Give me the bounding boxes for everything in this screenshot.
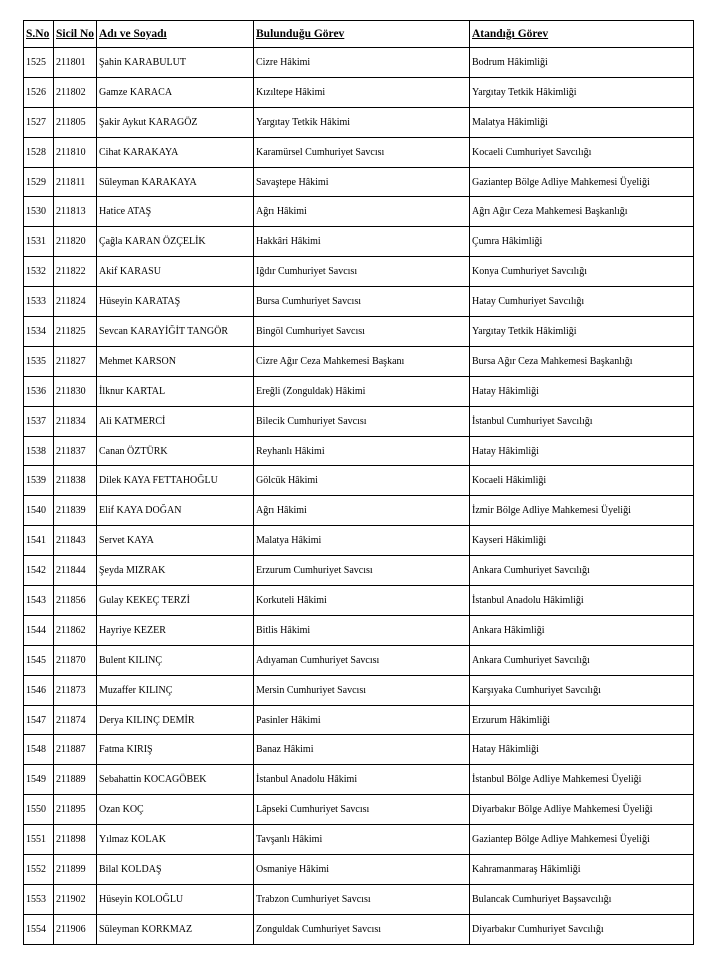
cell-sno: 1549 [24,765,54,795]
cell-name: Akif KARASU [97,257,254,287]
cell-sno: 1525 [24,48,54,78]
cell-name: Hatice ATAŞ [97,197,254,227]
table-row [24,735,694,765]
cell-sno: 1529 [24,167,54,197]
cell-sno: 1551 [24,825,54,855]
cell-sno: 1536 [24,376,54,406]
table-row [24,586,694,616]
table-row [24,376,694,406]
cell-sno: 1534 [24,317,54,347]
cell-assigned-post: Hatay Hâkimliği [470,735,694,765]
table-row [24,496,694,526]
cell-name: Fatma KIRIŞ [97,735,254,765]
header-name: Adı ve Soyadı [97,21,254,48]
cell-name: Yılmaz KOLAK [97,825,254,855]
cell-sno: 1528 [24,137,54,167]
header-assigned-post: Atandığı Görev [470,21,694,48]
cell-current-post: Cizre Ağır Ceza Mahkemesi Başkanı [254,346,470,376]
cell-name: Sevcan KARAYİĞİT TANGÖR [97,317,254,347]
cell-name: Gulay KEKEÇ TERZİ [97,586,254,616]
cell-sno: 1532 [24,257,54,287]
cell-assigned-post: Ağrı Ağır Ceza Mahkemesi Başkanlığı [470,197,694,227]
cell-assigned-post: İstanbul Anadolu Hâkimliği [470,586,694,616]
cell-current-post: Erzurum Cumhuriyet Savcısı [254,556,470,586]
cell-name: Muzaffer KILINÇ [97,675,254,705]
cell-assigned-post: İstanbul Bölge Adliye Mahkemesi Üyeliği [470,765,694,795]
cell-sicil-no: 211874 [54,705,97,735]
table-row [24,197,694,227]
table-row [24,855,694,885]
cell-current-post: Hakkâri Hâkimi [254,227,470,257]
cell-sno: 1537 [24,406,54,436]
cell-sno: 1545 [24,645,54,675]
cell-assigned-post: Ankara Cumhuriyet Savcılığı [470,645,694,675]
cell-sno: 1547 [24,705,54,735]
cell-name: Canan ÖZTÜRK [97,436,254,466]
table-row [24,257,694,287]
cell-current-post: Savaştepe Hâkimi [254,167,470,197]
cell-current-post: Banaz Hâkimi [254,735,470,765]
cell-sicil-no: 211862 [54,615,97,645]
cell-sicil-no: 211887 [54,735,97,765]
cell-current-post: Bursa Cumhuriyet Savcısı [254,287,470,317]
header-sno: S.No [24,21,54,48]
cell-current-post: Cizre Hâkimi [254,48,470,78]
cell-sicil-no: 211802 [54,77,97,107]
table-row [24,436,694,466]
cell-name: Şakir Aykut KARAGÖZ [97,107,254,137]
cell-current-post: Adıyaman Cumhuriyet Savcısı [254,645,470,675]
table-row [24,914,694,944]
table-row [24,137,694,167]
cell-assigned-post: Karşıyaka Cumhuriyet Savcılığı [470,675,694,705]
cell-name: Cihat KARAKAYA [97,137,254,167]
cell-sno: 1548 [24,735,54,765]
cell-sicil-no: 211843 [54,526,97,556]
cell-assigned-post: Konya Cumhuriyet Savcılığı [470,257,694,287]
cell-sicil-no: 211844 [54,556,97,586]
cell-sicil-no: 211834 [54,406,97,436]
cell-name: Hüseyin KOLOĞLU [97,884,254,914]
table-row [24,346,694,376]
cell-sicil-no: 211801 [54,48,97,78]
cell-name: Dilek KAYA FETTAHOĞLU [97,466,254,496]
cell-current-post: Mersin Cumhuriyet Savcısı [254,675,470,705]
cell-current-post: Korkuteli Hâkimi [254,586,470,616]
cell-assigned-post: Gaziantep Bölge Adliye Mahkemesi Üyeliği [470,167,694,197]
cell-assigned-post: Hatay Hâkimliği [470,376,694,406]
cell-sno: 1543 [24,586,54,616]
cell-sno: 1540 [24,496,54,526]
cell-sno: 1535 [24,346,54,376]
cell-assigned-post: Kocaeli Cumhuriyet Savcılığı [470,137,694,167]
table-row [24,526,694,556]
cell-sicil-no: 211889 [54,765,97,795]
cell-sno: 1538 [24,436,54,466]
cell-current-post: Ağrı Hâkimi [254,197,470,227]
cell-name: Ozan KOÇ [97,795,254,825]
cell-assigned-post: İzmir Bölge Adliye Mahkemesi Üyeliği [470,496,694,526]
cell-sicil-no: 211822 [54,257,97,287]
cell-sno: 1533 [24,287,54,317]
cell-current-post: İstanbul Anadolu Hâkimi [254,765,470,795]
cell-name: Şahin KARABULUT [97,48,254,78]
cell-sicil-no: 211824 [54,287,97,317]
cell-current-post: Ereğli (Zonguldak) Hâkimi [254,376,470,406]
table-row [24,107,694,137]
cell-name: Ali KATMERCİ [97,406,254,436]
cell-current-post: Osmaniye Hâkimi [254,855,470,885]
cell-sno: 1530 [24,197,54,227]
cell-assigned-post: Hatay Hâkimliği [470,436,694,466]
cell-sicil-no: 211805 [54,107,97,137]
table-row [24,167,694,197]
cell-assigned-post: Erzurum Hâkimliği [470,705,694,735]
cell-assigned-post: Yargıtay Tetkik Hâkimliği [470,77,694,107]
cell-current-post: Bilecik Cumhuriyet Savcısı [254,406,470,436]
cell-sicil-no: 211839 [54,496,97,526]
cell-current-post: Kızıltepe Hâkimi [254,77,470,107]
cell-assigned-post: Kayseri Hâkimliği [470,526,694,556]
cell-sicil-no: 211825 [54,317,97,347]
cell-assigned-post: Malatya Hâkimliği [470,107,694,137]
cell-sicil-no: 211810 [54,137,97,167]
table-row [24,615,694,645]
cell-sicil-no: 211830 [54,376,97,406]
cell-current-post: Pasinler Hâkimi [254,705,470,735]
cell-name: Şeyda MIZRAK [97,556,254,586]
cell-current-post: Yargıtay Tetkik Hâkimi [254,107,470,137]
cell-assigned-post: Kahramanmaraş Hâkimliği [470,855,694,885]
header-sicil-no: Sicil No [54,21,97,48]
cell-assigned-post: Bursa Ağır Ceza Mahkemesi Başkanlığı [470,346,694,376]
cell-sno: 1544 [24,615,54,645]
cell-assigned-post: Ankara Cumhuriyet Savcılığı [470,556,694,586]
cell-name: Gamze KARACA [97,77,254,107]
cell-assigned-post: Gaziantep Bölge Adliye Mahkemesi Üyeliği [470,825,694,855]
cell-assigned-post: Diyarbakır Cumhuriyet Savcılığı [470,914,694,944]
cell-sno: 1552 [24,855,54,885]
header-current-post: Bulunduğu Görev [254,21,470,48]
cell-sno: 1526 [24,77,54,107]
table-row [24,765,694,795]
cell-current-post: Trabzon Cumhuriyet Savcısı [254,884,470,914]
cell-sicil-no: 211837 [54,436,97,466]
table-row [24,705,694,735]
cell-sicil-no: 211899 [54,855,97,885]
cell-current-post: Karamürsel Cumhuriyet Savcısı [254,137,470,167]
cell-assigned-post: Kocaeli Hâkimliği [470,466,694,496]
cell-sno: 1541 [24,526,54,556]
cell-sno: 1553 [24,884,54,914]
cell-sno: 1527 [24,107,54,137]
cell-sicil-no: 211827 [54,346,97,376]
cell-sno: 1531 [24,227,54,257]
cell-assigned-post: Bodrum Hâkimliği [470,48,694,78]
cell-current-post: Ağrı Hâkimi [254,496,470,526]
cell-sno: 1550 [24,795,54,825]
cell-name: Çağla KARAN ÖZÇELİK [97,227,254,257]
cell-sicil-no: 211820 [54,227,97,257]
cell-sicil-no: 211813 [54,197,97,227]
cell-sno: 1546 [24,675,54,705]
cell-sicil-no: 211838 [54,466,97,496]
cell-name: Mehmet KARSON [97,346,254,376]
table-header-row [24,21,694,48]
cell-current-post: Iğdır Cumhuriyet Savcısı [254,257,470,287]
cell-assigned-post: Hatay Cumhuriyet Savcılığı [470,287,694,317]
cell-assigned-post: Yargıtay Tetkik Hâkimliği [470,317,694,347]
cell-sno: 1542 [24,556,54,586]
table-row [24,675,694,705]
cell-assigned-post: Bulancak Cumhuriyet Başsavcılığı [470,884,694,914]
table-row [24,556,694,586]
table-row [24,77,694,107]
table-row [24,287,694,317]
cell-sicil-no: 211873 [54,675,97,705]
table-row [24,645,694,675]
cell-current-post: Lâpseki Cumhuriyet Savcısı [254,795,470,825]
cell-name: Bulent KILINÇ [97,645,254,675]
cell-name: Hüseyin KARATAŞ [97,287,254,317]
cell-sicil-no: 211895 [54,795,97,825]
cell-sno: 1554 [24,914,54,944]
table-row [24,317,694,347]
cell-name: Elif KAYA DOĞAN [97,496,254,526]
cell-sicil-no: 211856 [54,586,97,616]
cell-name: Süleyman KARAKAYA [97,167,254,197]
table-row [24,227,694,257]
cell-name: Bilal KOLDAŞ [97,855,254,885]
table-row [24,406,694,436]
cell-current-post: Tavşanlı Hâkimi [254,825,470,855]
cell-current-post: Bitlis Hâkimi [254,615,470,645]
cell-name: Sebahattin KOCAGÖBEK [97,765,254,795]
table-row [24,825,694,855]
cell-assigned-post: İstanbul Cumhuriyet Savcılığı [470,406,694,436]
cell-name: İlknur KARTAL [97,376,254,406]
cell-name: Derya KILINÇ DEMİR [97,705,254,735]
cell-sicil-no: 211811 [54,167,97,197]
table-row [24,48,694,78]
cell-sicil-no: 211906 [54,914,97,944]
cell-sicil-no: 211902 [54,884,97,914]
cell-current-post: Reyhanlı Hâkimi [254,436,470,466]
appointments-table [23,20,694,945]
cell-assigned-post: Çumra Hâkimliği [470,227,694,257]
cell-name: Süleyman KORKMAZ [97,914,254,944]
cell-sno: 1539 [24,466,54,496]
cell-name: Hayriye KEZER [97,615,254,645]
cell-name: Servet KAYA [97,526,254,556]
cell-assigned-post: Diyarbakır Bölge Adliye Mahkemesi Üyeliği [470,795,694,825]
cell-sicil-no: 211870 [54,645,97,675]
cell-current-post: Zonguldak Cumhuriyet Savcısı [254,914,470,944]
cell-sicil-no: 211898 [54,825,97,855]
cell-current-post: Malatya Hâkimi [254,526,470,556]
cell-current-post: Gölcük Hâkimi [254,466,470,496]
table-row [24,466,694,496]
table-row [24,884,694,914]
table-row [24,795,694,825]
cell-assigned-post: Ankara Hâkimliği [470,615,694,645]
cell-current-post: Bingöl Cumhuriyet Savcısı [254,317,470,347]
